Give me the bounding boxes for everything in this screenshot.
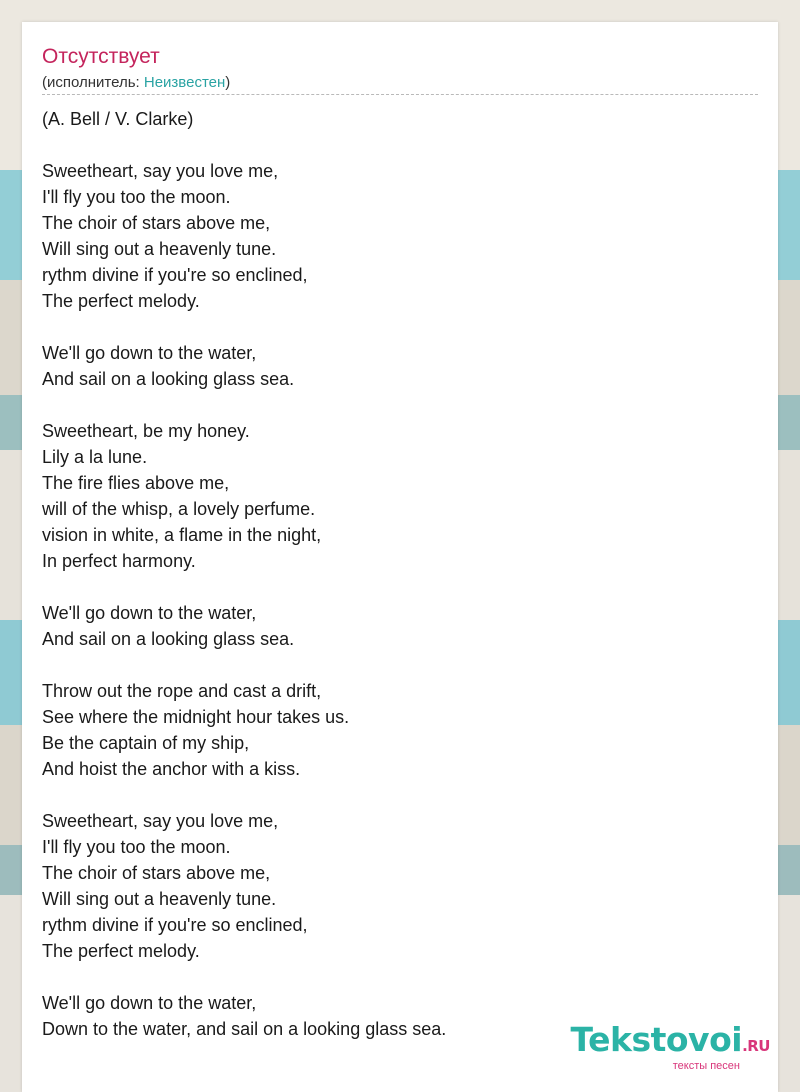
lyric-line	[42, 574, 758, 600]
lyric-line	[42, 132, 758, 158]
lyric-line: We'll go down to the water,	[42, 993, 257, 1013]
lyric-line: Lily a la lune.	[42, 447, 148, 467]
lyric-line: Down to the water, and sail on a looking glass sea.	[42, 1019, 447, 1039]
lyric-line: In perfect harmony.	[42, 551, 196, 571]
lyric-line	[42, 392, 758, 418]
lyric-line: Sweetheart, be my honey.	[42, 421, 250, 441]
lyric-line: We'll go down to the water,	[42, 603, 257, 623]
lyric-line: Throw out the rope and cast a drift,	[42, 681, 322, 701]
artist-link[interactable]: Неизвестен	[143, 74, 226, 91]
lyric-line: The fire flies above me,	[42, 473, 230, 493]
logo-domain: .RU	[742, 1037, 770, 1055]
lyric-line: I'll fly you too the moon.	[42, 187, 231, 207]
logo-wordmark	[570, 1020, 770, 1063]
lyric-line	[42, 782, 758, 808]
lyric-line: And hoist the anchor with a kiss.	[42, 759, 301, 779]
lyric-line: The perfect melody.	[42, 941, 200, 961]
artist-prefix: (исполнитель:	[42, 74, 144, 91]
song-title: Отсутствует	[42, 45, 160, 68]
lyric-line: The perfect melody.	[42, 291, 200, 311]
lyric-line: The choir of stars above me,	[42, 863, 271, 883]
lyrics-text	[42, 106, 758, 1042]
logo-main-text: Tekstovoi	[570, 1020, 743, 1059]
lyric-line: Sweetheart, say you love me,	[42, 811, 279, 831]
lyric-line: (A. Bell / V. Clarke)	[42, 109, 194, 129]
lyric-line: Be the captain of my ship,	[42, 733, 250, 753]
lyric-line: I'll fly you too the moon.	[42, 837, 231, 857]
lyric-line: We'll go down to the water,	[42, 343, 257, 363]
logo-tagline: тексты песен	[672, 1060, 740, 1072]
artist-line	[42, 73, 758, 95]
lyric-line: rythm divine if you're so enclined,	[42, 265, 308, 285]
lyric-line: Will sing out a heavenly tune.	[42, 889, 277, 909]
lyric-line: rythm divine if you're so enclined,	[42, 915, 308, 935]
lyrics-card	[22, 22, 778, 1092]
lyric-line: vision in white, a flame in the night,	[42, 525, 322, 545]
lyric-line	[42, 652, 758, 678]
lyric-line: The choir of stars above me,	[42, 213, 271, 233]
lyric-line: See where the midnight hour takes us.	[42, 707, 350, 727]
lyric-line: will of the whisp, a lovely perfume.	[42, 499, 316, 519]
artist-suffix: )	[225, 74, 231, 91]
lyric-line: And sail on a looking glass sea.	[42, 369, 295, 389]
lyric-line: Will sing out a heavenly tune.	[42, 239, 277, 259]
lyric-line: Sweetheart, say you love me,	[42, 161, 279, 181]
lyric-line	[42, 314, 758, 340]
site-logo[interactable]	[570, 1020, 770, 1072]
lyric-line: And sail on a looking glass sea.	[42, 629, 295, 649]
lyric-line	[42, 964, 758, 990]
